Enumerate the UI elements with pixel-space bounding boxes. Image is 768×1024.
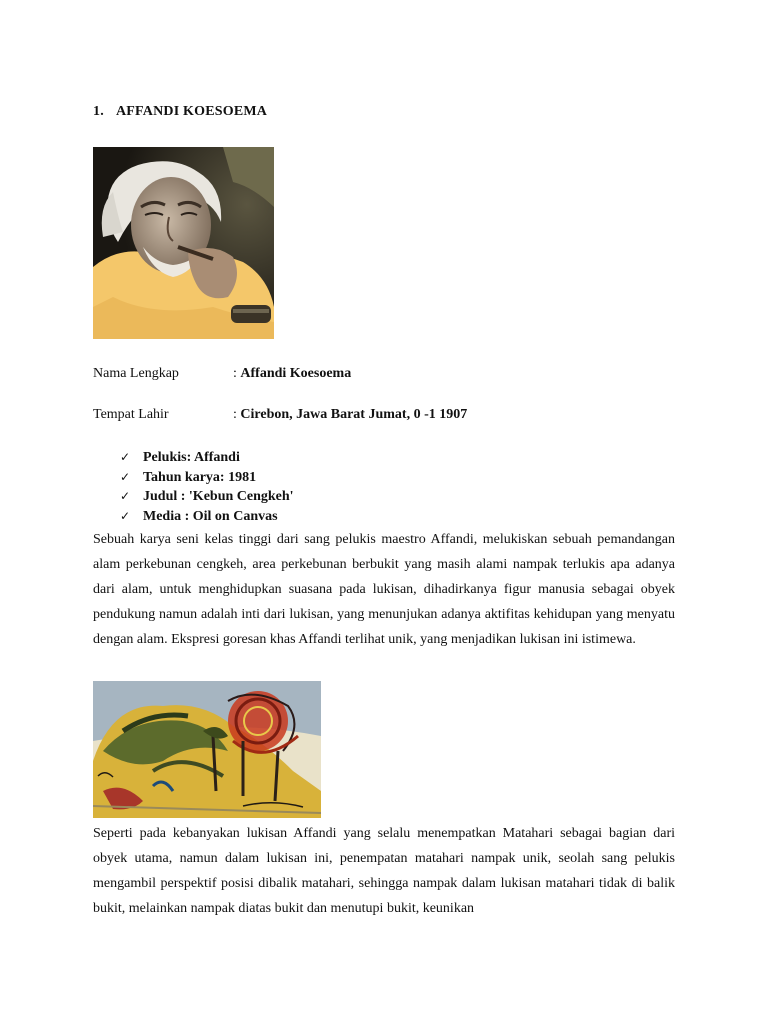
birthplace-value: Cirebon, Jawa Barat Jumat, 0 -1 1907: [240, 407, 468, 422]
painting-image: [93, 681, 321, 818]
checkmark-icon: ✓: [120, 508, 131, 523]
description-paragraph: Sebuah karya seni kelas tinggi dari sang pelukis maestro Affandi, melukiskan sebuah pemandangan alam perkebunan cengkeh, area perkebunan berbukit yang masih alami nampak terlukis apa adanya dari alam, untuk menghidupkan suasana pada lukisan, dihadirkanya figur manusia sebagai obyek pendukung namun adalah inti dari lukisan, yang menunjukan adanya aktifitas kehidupan yang menyatu dengan alam. Ekspresi goresan khas Affandi terlihat unik, yang menjadikan lukisan ini istimewa.: [93, 532, 675, 647]
list-item-text: Tahun karya: 1981: [143, 469, 257, 485]
section-heading: [93, 104, 267, 120]
birthplace-label: Tempat Lahir: [93, 407, 169, 422]
section-title: AFFANDI KOESOEMA: [116, 104, 268, 119]
artwork-details-list: [120, 448, 294, 526]
list-item: [120, 468, 294, 488]
list-item-text: Media : Oil on Canvas: [143, 508, 278, 524]
field-full-name: [93, 365, 351, 383]
full-name-label: Nama Lengkap: [93, 366, 179, 381]
analysis-paragraph: Seperti pada kebanyakan lukisan Affandi yang selalu menempatkan Matahari sebagai bagian dari obyek utama, namun dalam lukisan ini, penempatan matahari nampak unik, seolah sang pelukis mengambil perspektif posisi dibalik matahari, sehingga nampak dalam lukisan matahari tidak di balik bukit, melainkan nampak diatas bukit dan menutupi bukit, keunikan: [93, 826, 675, 916]
list-item: [120, 507, 294, 527]
list-item-text: Judul : 'Kebun Cengkeh': [143, 489, 294, 504]
full-name-value: Affandi Koesoema: [240, 366, 352, 381]
list-item-text: Pelukis: Affandi: [143, 450, 240, 465]
checkmark-icon: ✓: [120, 450, 131, 464]
list-item: [120, 448, 294, 468]
full-name-separator: :: [233, 366, 237, 381]
checkmark-icon: ✓: [120, 489, 131, 503]
section-number: 1.: [93, 104, 104, 119]
artist-portrait-photo: [93, 147, 274, 339]
checkmark-icon: ✓: [120, 469, 131, 484]
field-birthplace: [93, 406, 467, 424]
list-item: [120, 487, 294, 507]
birthplace-separator: :: [233, 407, 237, 422]
